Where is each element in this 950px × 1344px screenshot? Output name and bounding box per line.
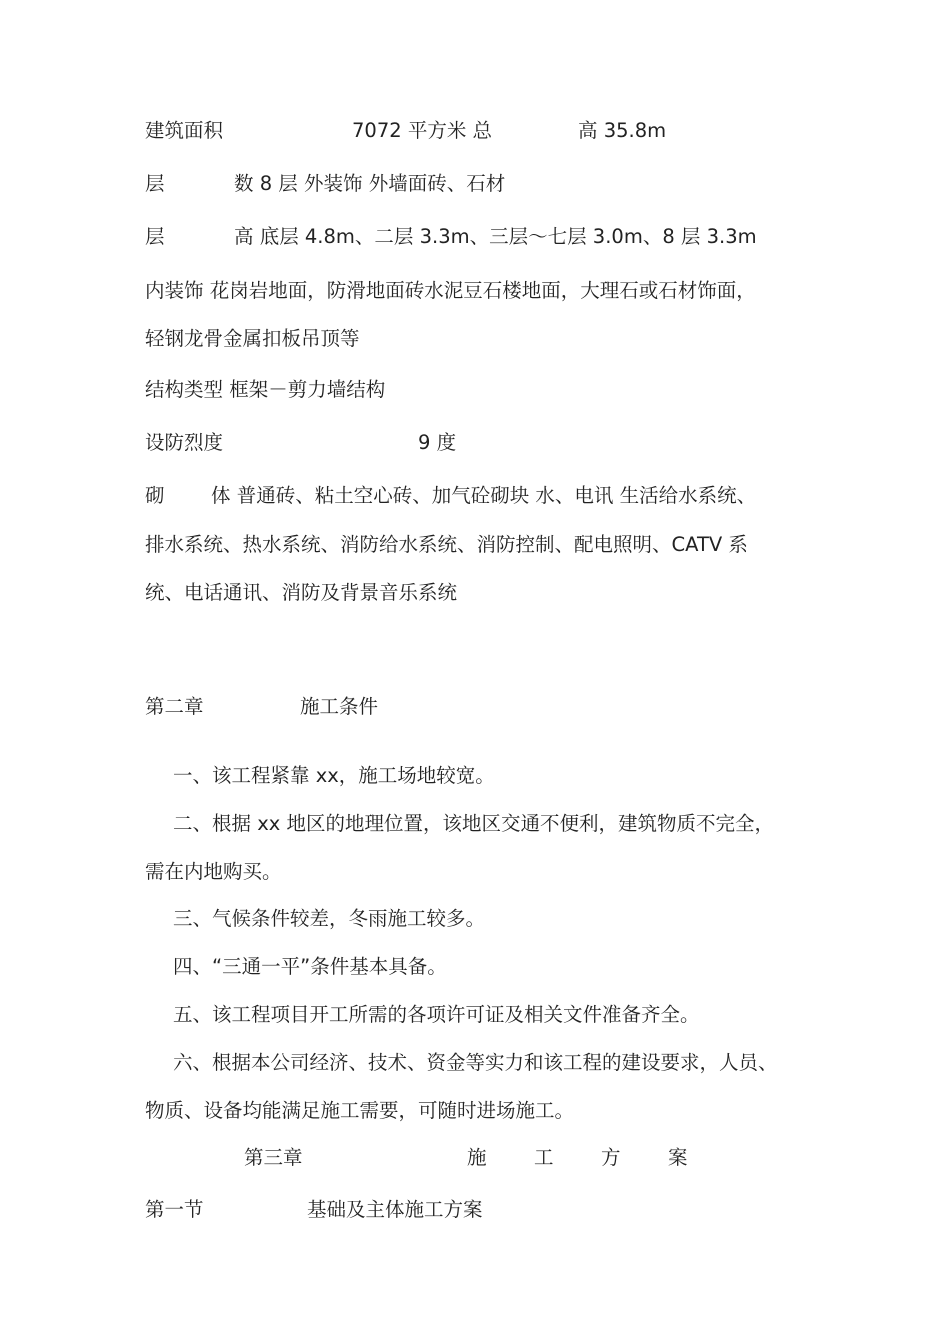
- condition-item-5: 五、该工程项目开工所需的各项许可证及相关文件准备齐全。: [173, 1003, 700, 1026]
- section1-title: 基础及主体施工方案: [307, 1198, 483, 1221]
- section1-number: 第一节: [145, 1198, 204, 1221]
- chapter3-title-char-2: 工: [534, 1146, 554, 1169]
- masonry-line-2: 排水系统、热水系统、消防给水系统、消防控制、配电照明、CATV 系: [145, 533, 748, 556]
- interior-line-1: 内装饰 花岗岩地面，防滑地面砖水泥豆石楼地面，大理石或石材饰面，: [145, 279, 756, 302]
- floors-value: 数 8 层 外装饰 外墙面砖、石材: [234, 172, 506, 195]
- condition-item-3: 三、气候条件较差，冬雨施工较多。: [173, 907, 486, 930]
- chapter3-title-char-4: 案: [668, 1146, 688, 1169]
- masonry-line-1: 体 普通砖、粘土空心砖、加气砼砌块 水、电讯 生活给水系统、: [211, 484, 757, 507]
- masonry-label: 砌: [145, 484, 165, 507]
- floor-height-value: 高 底层 4.8m、二层 3.3m、三层～七层 3.0m、8 层 3.3m: [234, 225, 757, 248]
- area-value: 7072 平方米 总: [352, 119, 493, 142]
- condition-item-4: 四、“三通一平”条件基本具备。: [173, 955, 447, 978]
- seismic-label: 设防烈度: [145, 431, 224, 454]
- chapter3-title-char-3: 方: [601, 1146, 621, 1169]
- structure-type: 结构类型 框架－剪力墙结构: [145, 378, 386, 401]
- condition-item-1: 一、该工程紧靠 xx，施工场地较宽。: [173, 764, 495, 787]
- height-value: 高 35.8m: [578, 119, 667, 142]
- chapter2-number: 第二章: [145, 695, 204, 718]
- area-label: 建筑面积: [145, 119, 224, 142]
- seismic-value: 9 度: [418, 431, 457, 454]
- chapter3-title-char-1: 施: [467, 1146, 487, 1169]
- floors-label: 层: [145, 172, 165, 195]
- condition-item-6: 六、根据本公司经济、技术、资金等实力和该工程的建设要求，人员、: [173, 1051, 778, 1074]
- condition-item-6-cont: 物质、设备均能满足施工需要，可随时进场施工。: [145, 1099, 575, 1122]
- interior-line-2: 轻钢龙骨金属扣板吊顶等: [145, 327, 360, 350]
- floor-height-label: 层: [145, 225, 165, 248]
- condition-item-2-cont: 需在内地购买。: [145, 860, 282, 883]
- chapter3-number: 第三章: [244, 1146, 303, 1169]
- masonry-line-3: 统、电话通讯、消防及背景音乐系统: [145, 581, 458, 604]
- chapter2-title: 施工条件: [300, 695, 379, 718]
- condition-item-2: 二、根据 xx 地区的地理位置，该地区交通不便利，建筑物质不完全，: [173, 812, 774, 835]
